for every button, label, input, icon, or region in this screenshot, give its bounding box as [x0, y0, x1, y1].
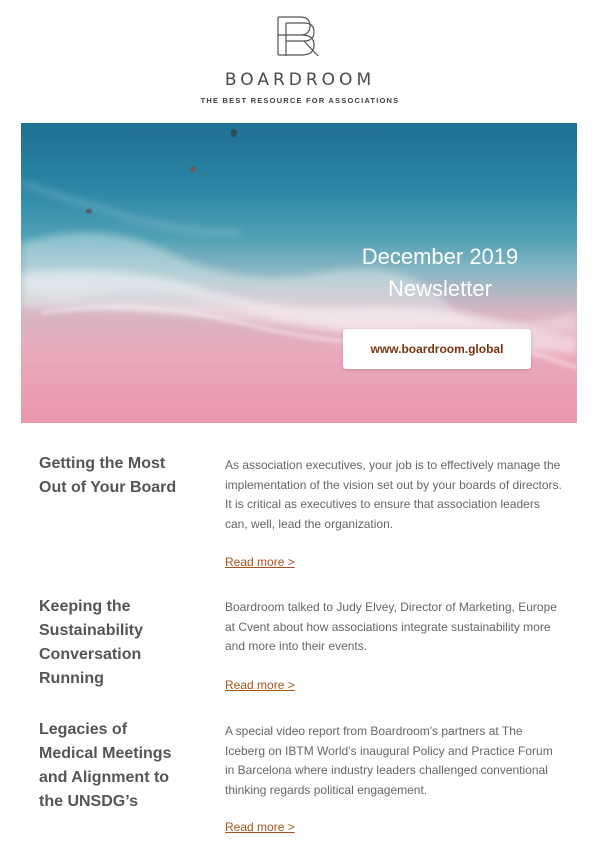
brand-tagline: THE BEST RESOURCE FOR ASSOCIATIONS [200, 96, 400, 105]
hero-title [321, 241, 559, 305]
hero-banner [21, 123, 577, 423]
boardroom-logo-icon [274, 15, 324, 57]
website-link-button[interactable]: www.boardroom.global [343, 329, 531, 369]
read-more-link[interactable]: Read more > [225, 820, 295, 834]
article-summary: As association executives, your job is to effectively manage the implementation of the vision set out by your boards of directors. It is critical as executives to ensure that association leaders can, well, lead the organization. [225, 458, 562, 531]
read-more-link[interactable]: Read more > [225, 678, 295, 692]
hero-title-line-1: December 2019 [361, 244, 519, 269]
article-summary: Boardroom talked to Judy Elvey, Director of Marketing, Europe at Cvent about how associations integrate sustainability more and more into their events. [225, 600, 557, 653]
read-more-link[interactable]: Read more > [225, 555, 295, 569]
hero-title-line-2: Newsletter [388, 276, 492, 301]
brand-name: BOARDROOM [224, 70, 376, 90]
article-title: Getting the Most Out of Your Board [39, 455, 177, 496]
article-title: Keeping the Sustainability Conversation Running [39, 598, 144, 687]
article-summary: A special video report from Boardroom's partners at The Iceberg on IBTM World’s inaugural Policy and Practice Forum in Barcelona where industry leaders challenged conventional thinking regards political engagement. [225, 724, 553, 797]
article-title: Legacies of Medical Meetings and Alignment to the UNSDG’s [39, 721, 172, 810]
